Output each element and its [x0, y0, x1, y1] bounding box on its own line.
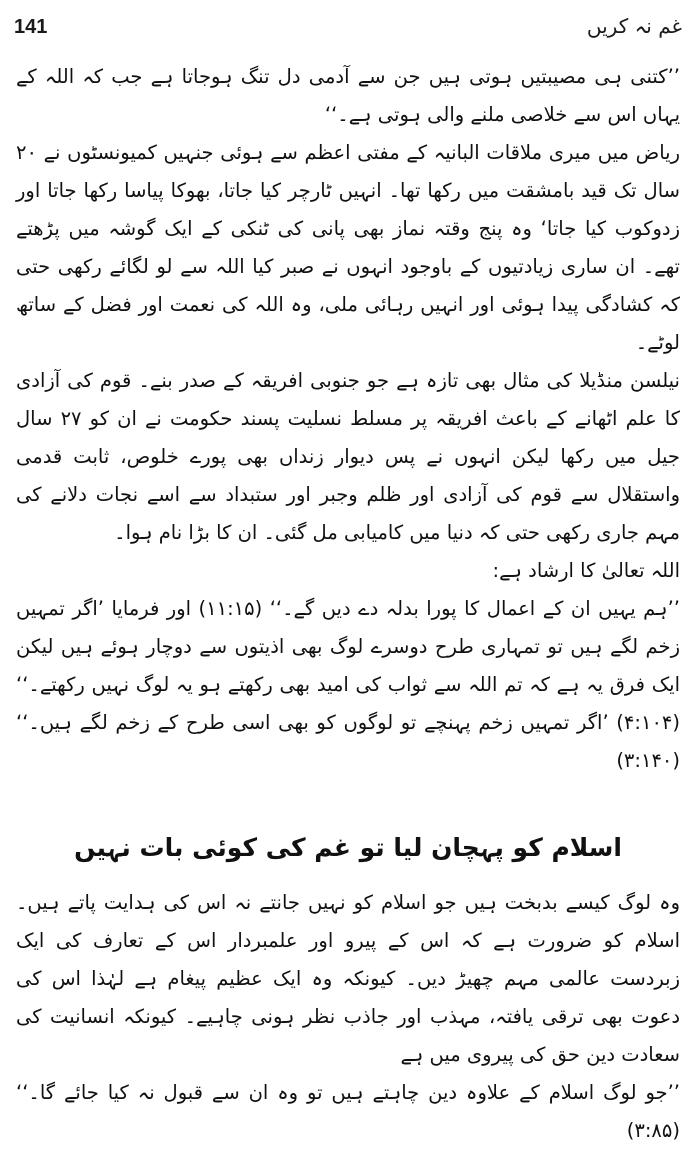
section-paragraph: وہ لوگ کیسے بدبخت ہیں جو اسلام کو نہیں جانتے نہ اس کی ہدایت پاتے ہیں۔ اسلام کو ضرورت ہے کہ اس کے پیرو اور علمبردار اس کے تعارف کی ایک زبردست عالمی مہم چھیڑ دیں۔ کیونکہ وہ ایک عظیم پیغام ہے لہٰذا اس کی دعوت بھی ترقی یافتہ، مہذب اور جاذب نظر ہونی چاہیے۔ کیونکہ انسانیت کی سعادت دین حق کی پیروی میں ہے [16, 891, 680, 1066]
quote-paragraph-verses: ’’ہم یہیں ان کے اعمال کا پورا بدلہ دے دیں گے۔‘‘ (۱۱:۱۵) اور فرمایا ’اگر تمہیں زخم لگے ہیں تو تمہاری طرح دوسرے لوگ بھی اذیتوں سے دوچار ہوئے ہیں لیکن ایک فرق یہ ہے کہ تم اللہ سے ثواب کی امید بھی رکھتے ہو یہ لوگ نہیں رکھتے۔‘‘ (۴:۱۰۴) ’اگر تمہیں زخم پہنچے تو لوگوں کو بھی اسی طرح کے زخم لگے ہیں۔‘‘ (۳:۱۴۰) [16, 597, 680, 772]
running-head: غم نہ کریں [586, 14, 682, 38]
page-header [14, 14, 682, 48]
section-quote: ’’جو لوگ اسلام کے علاوہ دین چاہتے ہیں تو وہ ان سے قبول نہ کیا جائے گا۔‘‘ (۳:۸۵) [16, 1081, 680, 1142]
body-paragraph-intro: اللہ تعالیٰ کا ارشاد ہے: [492, 559, 680, 582]
section-heading: اسلام کو پہچان لیا تو غم کی کوئی بات نہیں [74, 833, 622, 862]
page-body [16, 58, 680, 1150]
body-paragraph-mufti: ریاض میں میری ملاقات البانیہ کے مفتی اعظم سے ہوئی جنہیں کمیونسٹوں نے ۲۰ سال تک قید بامشقت میں رکھا تھا۔ انہیں ٹارچر کیا جاتا، بھوکا پیاسا رکھا جاتا اور زدوکوب کیا جاتا‘ وہ پنج وقتہ نماز بھی پانی کی ٹنکی کے ایک گوشہ میں پڑھتے تھے۔ ان ساری زیادتیوں کے باوجود انہوں نے صبر کیا اللہ سے لو لگائے رکھی حتی کہ کشادگی پیدا ہوئی اور انہیں رہائی ملی، وہ اللہ کی نعمت اور فضل کے ساتھ لوٹے۔ [16, 141, 680, 354]
page-number: 141 [14, 16, 48, 38]
body-paragraph-mandela: نیلسن منڈیلا کی مثال بھی تازہ ہے جو جنوبی افریقہ کے صدر بنے۔ قوم کی آزادی کا علم اٹھانے کے باعث افریقہ پر مسلط نسلیت پسند حکومت نے ان کو ۲۷ سال جیل میں رکھا لیکن انہوں نے پس دیوار زنداں بھی پورے خلوص، ثابت قدمی واستقلال سے قوم کی آزادی اور ظلم وجبر اور ستبداد سے اسے نجات دلانے کی مہم جاری رکھی حتی کہ دنیا میں کامیابی مل گئی۔ ان کا بڑا نام ہوا۔ [16, 369, 680, 544]
quote-paragraph: ’’کتنی ہی مصیبتیں ہوتی ہیں جن سے آدمی دل تنگ ہوجاتا ہے جب کہ اللہ کے یہاں اس سے خلاصی ملنے والی ہوتی ہے۔‘‘ [16, 65, 680, 126]
